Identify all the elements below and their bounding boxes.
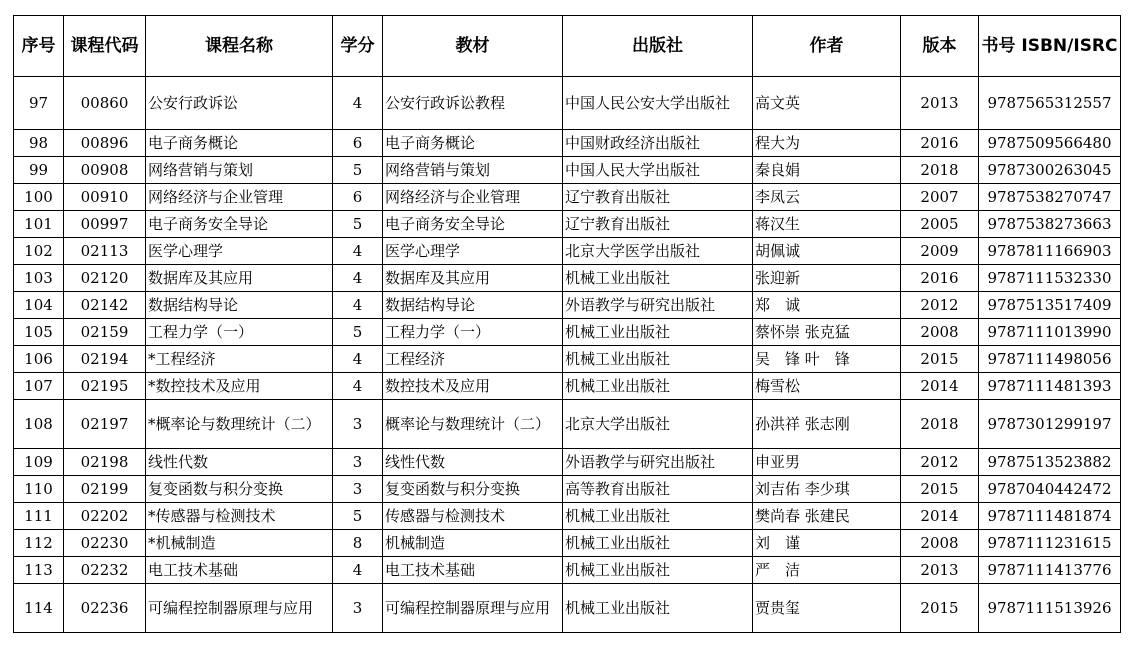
cell-textbook: 线性代数 (383, 449, 563, 476)
header-credits: 学分 (333, 16, 383, 77)
cell-course-name: 公安行政诉讼 (146, 77, 333, 130)
table-row (14, 130, 1121, 157)
cell-edition: 2008 (901, 319, 979, 346)
table-row (14, 400, 1121, 449)
cell-credits: 3 (333, 476, 383, 503)
cell-credits: 5 (333, 157, 383, 184)
cell-credits: 5 (333, 503, 383, 530)
cell-serial: 100 (14, 184, 64, 211)
cell-textbook: 网络经济与企业管理 (383, 184, 563, 211)
cell-edition: 2005 (901, 211, 979, 238)
cell-isbn: 9787538270747 (979, 184, 1121, 211)
header-author: 作者 (753, 16, 901, 77)
cell-publisher: 外语教学与研究出版社 (563, 292, 753, 319)
cell-author: 张迎新 (753, 265, 901, 292)
cell-serial: 105 (14, 319, 64, 346)
cell-credits: 4 (333, 238, 383, 265)
cell-serial: 109 (14, 449, 64, 476)
cell-author: 程大为 (753, 130, 901, 157)
cell-author: 梅雪松 (753, 373, 901, 400)
cell-edition: 2013 (901, 557, 979, 584)
cell-isbn: 9787513523882 (979, 449, 1121, 476)
cell-course-code: 02198 (64, 449, 146, 476)
cell-course-code: 00908 (64, 157, 146, 184)
cell-edition: 2014 (901, 373, 979, 400)
cell-course-name: *工程经济 (146, 346, 333, 373)
cell-publisher: 高等教育出版社 (563, 476, 753, 503)
cell-publisher: 机械工业出版社 (563, 530, 753, 557)
cell-author: 申亚男 (753, 449, 901, 476)
cell-textbook: 数控技术及应用 (383, 373, 563, 400)
cell-edition: 2015 (901, 584, 979, 633)
cell-course-code: 02195 (64, 373, 146, 400)
cell-credits: 6 (333, 184, 383, 211)
cell-course-code: 02113 (64, 238, 146, 265)
cell-author: 高文英 (753, 77, 901, 130)
cell-publisher: 机械工业出版社 (563, 319, 753, 346)
cell-author: 刘吉佑 李少琪 (753, 476, 901, 503)
cell-credits: 3 (333, 400, 383, 449)
cell-serial: 104 (14, 292, 64, 319)
cell-course-name: 网络营销与策划 (146, 157, 333, 184)
cell-textbook: 工程力学（一） (383, 319, 563, 346)
cell-textbook: 电子商务安全导论 (383, 211, 563, 238)
cell-isbn: 9787111481874 (979, 503, 1121, 530)
cell-isbn: 9787111498056 (979, 346, 1121, 373)
cell-course-code: 02232 (64, 557, 146, 584)
cell-publisher: 机械工业出版社 (563, 557, 753, 584)
cell-course-code: 02236 (64, 584, 146, 633)
header-edition: 版本 (901, 16, 979, 77)
cell-course-code: 02159 (64, 319, 146, 346)
cell-isbn: 9787111413776 (979, 557, 1121, 584)
table-row (14, 265, 1121, 292)
table-row (14, 373, 1121, 400)
cell-course-code: 02194 (64, 346, 146, 373)
cell-course-name: 电子商务安全导论 (146, 211, 333, 238)
header-publisher: 出版社 (563, 16, 753, 77)
table-row (14, 557, 1121, 584)
cell-credits: 6 (333, 130, 383, 157)
cell-serial: 103 (14, 265, 64, 292)
cell-author: 蔡怀崇 张克猛 (753, 319, 901, 346)
cell-course-code: 00910 (64, 184, 146, 211)
cell-publisher: 北京大学出版社 (563, 400, 753, 449)
cell-edition: 2014 (901, 503, 979, 530)
cell-author: 刘 谨 (753, 530, 901, 557)
table-row (14, 530, 1121, 557)
cell-publisher: 机械工业出版社 (563, 503, 753, 530)
cell-isbn: 9787040442472 (979, 476, 1121, 503)
cell-isbn: 9787509566480 (979, 130, 1121, 157)
cell-author: 严 洁 (753, 557, 901, 584)
cell-credits: 3 (333, 449, 383, 476)
cell-course-name: *机械制造 (146, 530, 333, 557)
cell-course-code: 02199 (64, 476, 146, 503)
table-row (14, 184, 1121, 211)
cell-serial: 114 (14, 584, 64, 633)
cell-author: 蒋汉生 (753, 211, 901, 238)
cell-textbook: 医学心理学 (383, 238, 563, 265)
cell-serial: 98 (14, 130, 64, 157)
cell-isbn: 9787538273663 (979, 211, 1121, 238)
cell-course-name: *概率论与数理统计（二） (146, 400, 333, 449)
header-row (14, 16, 1121, 77)
cell-isbn: 9787111513926 (979, 584, 1121, 633)
cell-publisher: 辽宁教育出版社 (563, 211, 753, 238)
cell-edition: 2013 (901, 77, 979, 130)
cell-isbn: 9787565312557 (979, 77, 1121, 130)
table-row (14, 319, 1121, 346)
cell-isbn: 9787513517409 (979, 292, 1121, 319)
cell-course-name: *传感器与检测技术 (146, 503, 333, 530)
cell-course-name: *数控技术及应用 (146, 373, 333, 400)
cell-textbook: 网络营销与策划 (383, 157, 563, 184)
cell-course-name: 可编程控制器原理与应用 (146, 584, 333, 633)
cell-credits: 4 (333, 292, 383, 319)
cell-textbook: 概率论与数理统计（二） (383, 400, 563, 449)
cell-publisher: 机械工业出版社 (563, 265, 753, 292)
header-course-name: 课程名称 (146, 16, 333, 77)
cell-course-code: 00860 (64, 77, 146, 130)
cell-edition: 2012 (901, 292, 979, 319)
cell-course-code: 02120 (64, 265, 146, 292)
cell-course-name: 线性代数 (146, 449, 333, 476)
cell-textbook: 工程经济 (383, 346, 563, 373)
cell-textbook: 公安行政诉讼教程 (383, 77, 563, 130)
cell-course-name: 数据库及其应用 (146, 265, 333, 292)
cell-textbook: 电工技术基础 (383, 557, 563, 584)
cell-publisher: 机械工业出版社 (563, 584, 753, 633)
cell-edition: 2016 (901, 130, 979, 157)
cell-course-code: 02197 (64, 400, 146, 449)
table-row (14, 584, 1121, 633)
cell-author: 李凤云 (753, 184, 901, 211)
cell-credits: 4 (333, 557, 383, 584)
cell-publisher: 北京大学医学出版社 (563, 238, 753, 265)
cell-credits: 5 (333, 211, 383, 238)
table-row (14, 292, 1121, 319)
cell-author: 胡佩诚 (753, 238, 901, 265)
cell-credits: 4 (333, 346, 383, 373)
course-table-container (13, 15, 1121, 633)
cell-edition: 2009 (901, 238, 979, 265)
course-table (13, 15, 1121, 633)
header-textbook: 教材 (383, 16, 563, 77)
cell-course-code: 00997 (64, 211, 146, 238)
cell-textbook: 可编程控制器原理与应用 (383, 584, 563, 633)
cell-edition: 2007 (901, 184, 979, 211)
cell-course-name: 电子商务概论 (146, 130, 333, 157)
cell-textbook: 复变函数与积分变换 (383, 476, 563, 503)
cell-course-name: 网络经济与企业管理 (146, 184, 333, 211)
cell-textbook: 数据库及其应用 (383, 265, 563, 292)
cell-serial: 101 (14, 211, 64, 238)
cell-course-name: 电工技术基础 (146, 557, 333, 584)
cell-textbook: 传感器与检测技术 (383, 503, 563, 530)
cell-author: 樊尚春 张建民 (753, 503, 901, 530)
table-body (14, 77, 1121, 633)
cell-textbook: 机械制造 (383, 530, 563, 557)
table-row (14, 476, 1121, 503)
cell-credits: 5 (333, 319, 383, 346)
cell-isbn: 9787811166903 (979, 238, 1121, 265)
cell-textbook: 数据结构导论 (383, 292, 563, 319)
cell-serial: 107 (14, 373, 64, 400)
cell-isbn: 9787111532330 (979, 265, 1121, 292)
cell-textbook: 电子商务概论 (383, 130, 563, 157)
cell-course-code: 02230 (64, 530, 146, 557)
cell-author: 秦良娟 (753, 157, 901, 184)
cell-publisher: 机械工业出版社 (563, 373, 753, 400)
cell-course-name: 医学心理学 (146, 238, 333, 265)
cell-credits: 4 (333, 77, 383, 130)
table-row (14, 157, 1121, 184)
table-row (14, 211, 1121, 238)
table-row (14, 238, 1121, 265)
cell-isbn: 9787111013990 (979, 319, 1121, 346)
header-isbn: 书号 ISBN/ISRC (979, 16, 1121, 77)
cell-publisher: 中国财政经济出版社 (563, 130, 753, 157)
cell-edition: 2016 (901, 265, 979, 292)
cell-author: 吴 锋 叶 锋 (753, 346, 901, 373)
cell-serial: 113 (14, 557, 64, 584)
header-course-code: 课程代码 (64, 16, 146, 77)
cell-serial: 110 (14, 476, 64, 503)
cell-serial: 111 (14, 503, 64, 530)
cell-publisher: 外语教学与研究出版社 (563, 449, 753, 476)
cell-isbn: 9787111481393 (979, 373, 1121, 400)
cell-course-name: 数据结构导论 (146, 292, 333, 319)
table-row (14, 503, 1121, 530)
cell-author: 郑 诚 (753, 292, 901, 319)
cell-edition: 2008 (901, 530, 979, 557)
header-serial: 序号 (14, 16, 64, 77)
cell-serial: 99 (14, 157, 64, 184)
table-row (14, 77, 1121, 130)
cell-isbn: 9787301299197 (979, 400, 1121, 449)
cell-credits: 8 (333, 530, 383, 557)
table-row (14, 346, 1121, 373)
cell-course-code: 02142 (64, 292, 146, 319)
table-row (14, 449, 1121, 476)
cell-publisher: 机械工业出版社 (563, 346, 753, 373)
cell-serial: 102 (14, 238, 64, 265)
cell-course-name: 复变函数与积分变换 (146, 476, 333, 503)
cell-credits: 3 (333, 584, 383, 633)
cell-course-code: 02202 (64, 503, 146, 530)
cell-author: 贾贵玺 (753, 584, 901, 633)
cell-serial: 108 (14, 400, 64, 449)
cell-edition: 2015 (901, 346, 979, 373)
cell-edition: 2012 (901, 449, 979, 476)
cell-credits: 4 (333, 265, 383, 292)
cell-credits: 4 (333, 373, 383, 400)
cell-publisher: 中国人民公安大学出版社 (563, 77, 753, 130)
cell-edition: 2015 (901, 476, 979, 503)
cell-course-code: 00896 (64, 130, 146, 157)
cell-isbn: 9787111231615 (979, 530, 1121, 557)
cell-edition: 2018 (901, 400, 979, 449)
cell-course-name: 工程力学（一） (146, 319, 333, 346)
cell-isbn: 9787300263045 (979, 157, 1121, 184)
cell-publisher: 中国人民大学出版社 (563, 157, 753, 184)
cell-serial: 112 (14, 530, 64, 557)
cell-serial: 97 (14, 77, 64, 130)
cell-serial: 106 (14, 346, 64, 373)
cell-publisher: 辽宁教育出版社 (563, 184, 753, 211)
cell-author: 孙洪祥 张志刚 (753, 400, 901, 449)
cell-edition: 2018 (901, 157, 979, 184)
